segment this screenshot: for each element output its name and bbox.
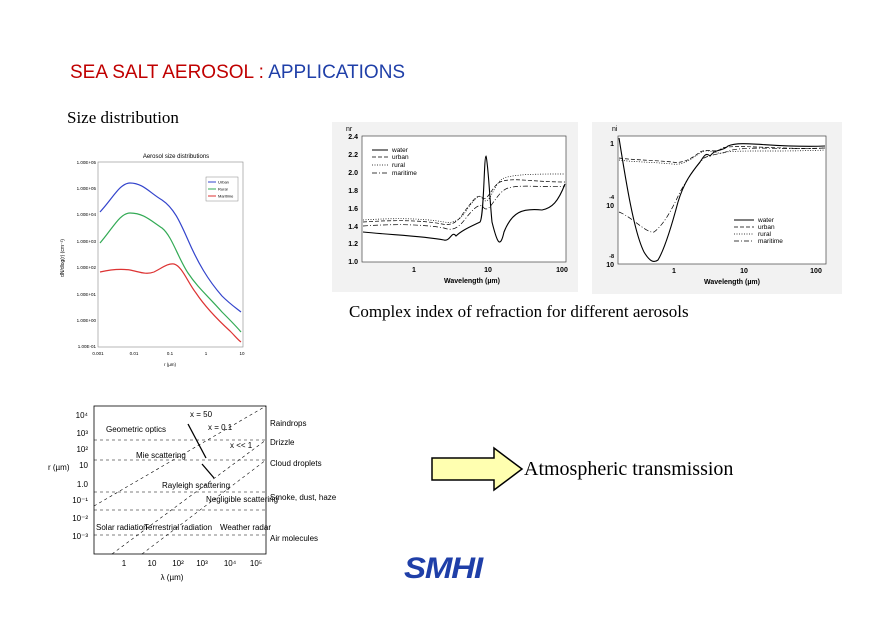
regime-xtick-4: 10⁴ (223, 559, 237, 568)
regime-xtick-2: 10² (172, 559, 184, 568)
refraction-real-chart (332, 122, 578, 292)
size-ytick-3: 1.00E+03 (76, 239, 96, 244)
regime-ytick-6: 10⁻² (72, 514, 88, 523)
nr-ytick-5: 1.4 (348, 224, 358, 231)
regime-xline-2: x << 1 (230, 441, 253, 450)
regime-ytick-5: 10⁻¹ (72, 496, 88, 505)
ni-legend-maritime: maritime (758, 238, 783, 245)
bottom-label-terrestrial: Terrestrial radiation (144, 523, 213, 532)
size-ytick-6: 1.00E+00 (76, 318, 96, 323)
regime-xtick-5: 10⁵ (249, 559, 263, 568)
legend-urban: Urban (218, 179, 229, 185)
nr-legend-maritime: maritime (392, 170, 417, 177)
size-distribution-caption: Size distribution (67, 108, 179, 127)
size-xtick-3: 1 (204, 351, 208, 356)
region-negligible: Negligible scattering (206, 495, 279, 504)
ni-xtick-2: 100 (810, 268, 822, 275)
nr-ytick-6: 1.2 (348, 241, 358, 248)
nr-ytick-7: 1.0 (348, 259, 358, 266)
page-title (70, 62, 405, 84)
ni-chart-frame (618, 136, 826, 264)
nr-ytick-2: 2.0 (348, 170, 358, 177)
ni-legend-water: water (758, 217, 774, 224)
ni-legend-urban: urban (758, 224, 775, 231)
regime-xtick-0: 1 (121, 559, 127, 568)
size-chart-xlabel: r (µm) (163, 362, 177, 367)
regime-xlabel: λ (µm) (160, 573, 184, 582)
nr-xtick-1: 10 (484, 267, 492, 274)
nr-ytick-1: 2.2 (348, 152, 358, 159)
bottom-label-weather-radar: Weather radar (220, 523, 271, 532)
title-part-1: SEA SALT AEROSOL : (70, 62, 269, 83)
size-ytick-0: 1.00E+05 (76, 160, 96, 165)
rural-curve (100, 213, 241, 332)
right-label-drizzle: Drizzle (270, 438, 295, 447)
size-ytick-1: 1.00E+05 (76, 186, 96, 191)
nr-ytick-4: 1.6 (348, 206, 358, 213)
legend-maritime: Maritime (218, 193, 234, 199)
transmission-caption: Atmospheric transmission (524, 458, 734, 480)
nr-ytick-0: 2.4 (348, 134, 358, 141)
size-xtick-0: 0.001 (92, 351, 104, 356)
regime-ytick-7: 10⁻³ (72, 532, 88, 541)
right-label-smoke: Smoke, dust, haze (270, 493, 337, 502)
refraction-caption: Complex index of refraction for different aerosols (349, 302, 689, 321)
ni-ylabel: ni (612, 126, 618, 133)
nr-legend-rural: rural (392, 162, 406, 169)
size-ytick-2: 1.00E+04 (76, 212, 96, 217)
regime-xtick-3: 10³ (196, 559, 208, 568)
ni-xlabel: Wavelength (µm) (704, 279, 760, 286)
nr-legend-water: water (392, 147, 408, 154)
legend-rural: Rural (218, 186, 228, 192)
size-ytick-7: 1.00E-01 (77, 344, 96, 349)
transmission-arrow (430, 446, 524, 492)
urban-curve (100, 183, 241, 312)
regime-xline-0: x = 50 (190, 410, 213, 419)
right-label-air: Air molecules (270, 534, 319, 543)
regime-ytick-4: 1.0 (76, 480, 88, 489)
size-xtick-2: 0.1 (166, 351, 174, 356)
nr-ytick-3: 1.8 (348, 188, 358, 195)
size-chart-ylabel: dN/dlog(r) (cm⁻³) (60, 239, 66, 277)
ni-ytick-2: -4 (609, 195, 614, 201)
bottom-label-solar: Solar radiation (96, 523, 148, 532)
right-label-raindrops: Raindrops (270, 419, 307, 428)
region-geometric-optics: Geometric optics (106, 425, 167, 434)
size-chart-title: Aerosol size distributions (142, 154, 210, 160)
size-distribution-chart (58, 148, 254, 370)
smhi-logo: SMHI (404, 552, 483, 585)
nr-xlabel: Wavelength (µm) (444, 278, 500, 285)
size-xtick-1: 0.01 (129, 351, 139, 356)
regime-ytick-0: 10⁴ (75, 411, 88, 420)
refraction-imag-chart (592, 122, 842, 294)
ni-xtick-1: 10 (740, 268, 748, 275)
size-ytick-4: 1.00E+02 (76, 265, 96, 270)
ni-xtick-0: 1 (672, 268, 676, 275)
maritime-curve (100, 264, 241, 342)
right-label-cloud: Cloud droplets (270, 459, 322, 468)
ni-legend-rural: rural (758, 231, 772, 238)
region-rayleigh: Rayleigh scattering (162, 481, 231, 490)
scattering-regime-chart (42, 400, 338, 590)
nr-ylabel: nr (346, 126, 353, 133)
ni-ytick-0: 1 (610, 141, 614, 148)
regime-xtick-1: 10 (147, 559, 157, 568)
size-ytick-5: 1.00E+01 (76, 292, 96, 297)
nr-legend-urban: urban (392, 154, 409, 161)
region-mie: Mie scattering (136, 451, 186, 460)
regime-ytick-1: 10³ (76, 429, 88, 438)
regime-ylabel: r (µm) (48, 463, 70, 472)
title-part-2: APPLICATIONS (268, 62, 406, 83)
ni-ytick-1: 10 (606, 203, 614, 210)
ni-ytick-3: 10 (606, 262, 614, 269)
arrow-shape (432, 448, 522, 490)
ni-ytick-4: -8 (609, 254, 614, 260)
nr-xtick-0: 1 (412, 267, 416, 274)
regime-xline-1: x = 0.1 (208, 423, 233, 432)
nr-xtick-2: 100 (556, 267, 568, 274)
regime-ytick-3: 10 (79, 461, 88, 470)
size-xtick-4: 10 (239, 351, 245, 356)
regime-ytick-2: 10² (76, 445, 88, 454)
